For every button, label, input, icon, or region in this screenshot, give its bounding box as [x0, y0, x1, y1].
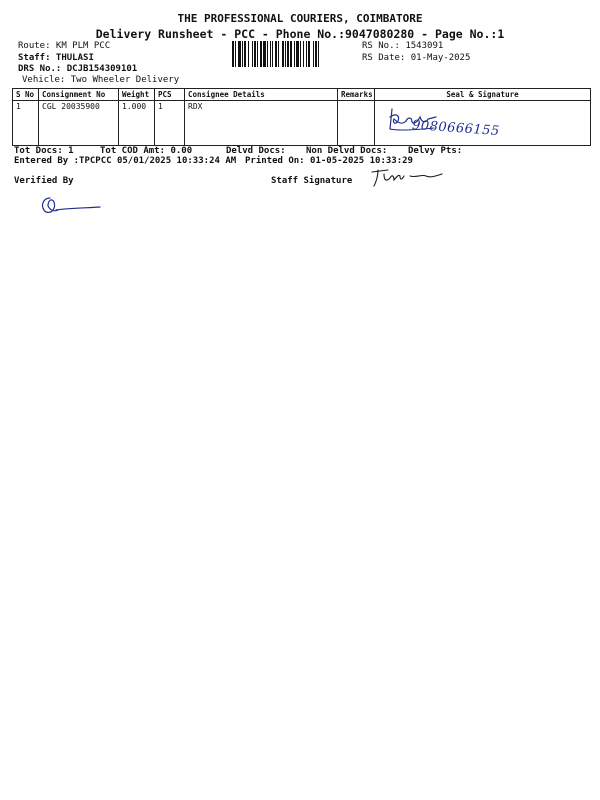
tot-cod-amt: Tot COD Amt: 0.00 [100, 146, 193, 156]
col-consignee: Consignee Details [185, 89, 338, 101]
barcode-bar [315, 41, 317, 67]
barcode-bar [232, 41, 234, 67]
delvy-pts: Delvy Pts: [408, 146, 463, 156]
table-header-row [13, 89, 591, 101]
rs-date: RS Date: 01-May-2025 [362, 53, 471, 63]
verified-by-label: Verified By [14, 176, 74, 186]
barcode-bar [290, 41, 292, 67]
barcode-bar [238, 41, 241, 67]
barcode-bar [257, 41, 258, 67]
barcode-bar [252, 41, 253, 67]
barcode-bar [306, 41, 307, 67]
barcode-bar [282, 41, 284, 67]
barcode-bar [244, 41, 246, 67]
cell-weight: 1.000 [119, 101, 155, 146]
barcode-bar [318, 41, 319, 67]
barcode-bar [303, 41, 304, 67]
barcode-bar [254, 41, 256, 67]
vehicle-label: Vehicle: Two Wheeler Delivery [22, 75, 180, 85]
barcode-bar [248, 41, 249, 67]
rs-number: RS No.: 1543091 [362, 41, 444, 51]
cell-sno: 1 [13, 101, 39, 146]
staff-signature [362, 164, 446, 190]
handwritten-phone: 9080666155 [411, 117, 501, 140]
company-title: THE PROFESSIONAL COURIERS, COIMBATORE [177, 12, 423, 25]
barcode-bar [272, 41, 273, 67]
barcode-bar [313, 41, 314, 67]
col-sno: S No [13, 89, 39, 101]
delvd-docs: Delvd Docs: [226, 146, 286, 156]
barcode-bar [287, 41, 289, 67]
col-pcs: PCS [155, 89, 185, 101]
non-delvd-docs: Non Delvd Docs: [306, 146, 388, 156]
runsheet-subtitle: Delivery Runsheet - PCC - Phone No.:9047080280 - Page No.:1 [95, 27, 505, 41]
barcode-bar [275, 41, 277, 67]
cell-remarks [338, 101, 375, 146]
barcode-bar [300, 41, 301, 67]
barcode-bar [270, 41, 271, 67]
barcode-bar [294, 41, 295, 67]
drs-number: DRS No.: DCJB154309101 [18, 64, 138, 74]
barcode [232, 41, 354, 67]
tot-docs: Tot Docs: 1 [14, 146, 74, 156]
col-seal-signature: Seal & Signature [375, 89, 591, 101]
barcode-bar [235, 41, 236, 67]
route-label: Route: KM PLM PCC [18, 41, 111, 51]
staff-label: Staff: THULASI [18, 53, 94, 63]
printed-on: Printed On: 01-05-2025 10:33:29 [245, 156, 413, 166]
cell-consignee: RDX [185, 101, 338, 146]
barcode-bar [267, 41, 268, 67]
staff-signature-label: Staff Signature [271, 176, 353, 186]
col-consignment: Consignment No [39, 89, 119, 101]
barcode-bar [296, 41, 299, 67]
barcode-bar [285, 41, 286, 67]
barcode-bar [242, 41, 243, 67]
entered-by: Entered By :TPCPCC 05/01/2025 10:33:24 AM [14, 156, 237, 166]
barcode-bar [263, 41, 266, 67]
col-remarks: Remarks [338, 89, 375, 101]
col-weight: Weight [119, 89, 155, 101]
verifier-signature [38, 194, 108, 220]
cell-pcs: 1 [155, 101, 185, 146]
cell-consignment: CGL 20035900 [39, 101, 119, 146]
barcode-bar [308, 41, 310, 67]
barcode-bar [260, 41, 262, 67]
barcode-bar [278, 41, 279, 67]
